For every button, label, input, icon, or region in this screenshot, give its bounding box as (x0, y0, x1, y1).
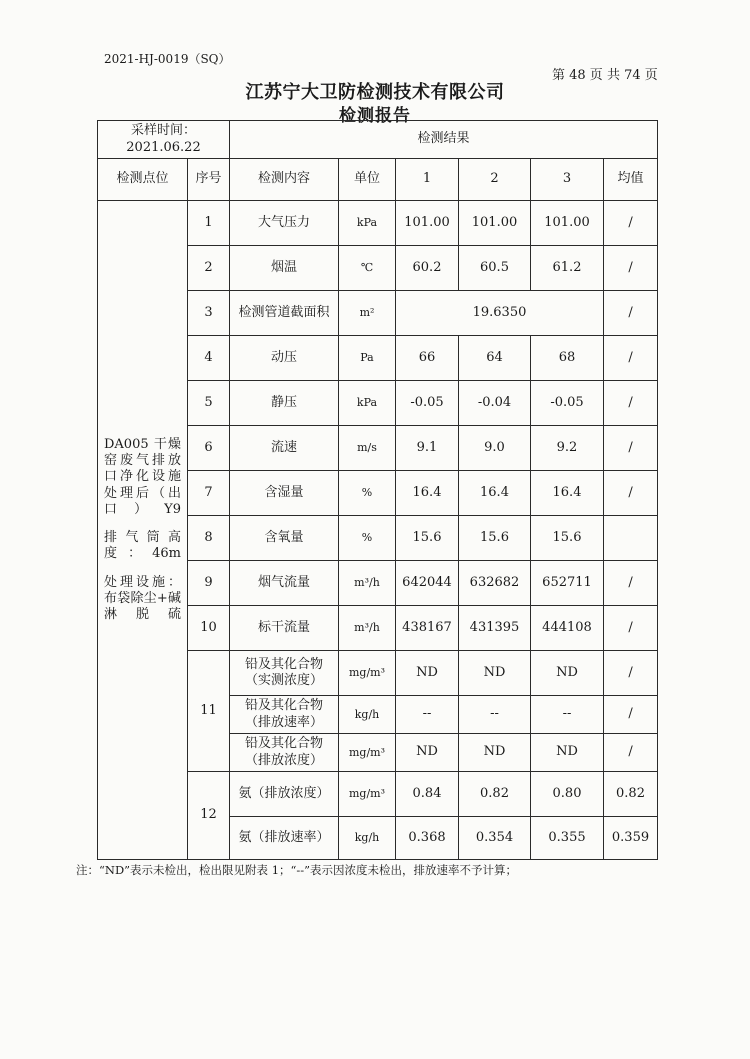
average: / (604, 336, 658, 381)
value-3: 61.2 (531, 246, 604, 291)
seq: 4 (188, 336, 230, 381)
value-3: 101.00 (531, 201, 604, 246)
value-1: 16.4 (396, 471, 459, 516)
value-3: 0.355 (531, 817, 604, 860)
sample-time-cell (98, 121, 230, 159)
col-2-header: 2 (459, 159, 531, 201)
average: / (604, 606, 658, 651)
unit: ℃ (339, 246, 396, 291)
seq: 5 (188, 381, 230, 426)
value-3: 68 (531, 336, 604, 381)
col-1-header: 1 (396, 159, 459, 201)
item: 含湿量 (230, 471, 339, 516)
unit: kg/h (339, 817, 396, 860)
value-1: 15.6 (396, 516, 459, 561)
unit: m/s (339, 426, 396, 471)
seq: 7 (188, 471, 230, 516)
average: 0.359 (604, 817, 658, 860)
unit: kPa (339, 381, 396, 426)
item-line-2: （排放速率） (244, 714, 323, 730)
report-title: 检测报告 (339, 106, 411, 126)
sample-time-label: 采样时间： (130, 123, 196, 139)
value-1: -- (396, 696, 459, 734)
average: / (604, 561, 658, 606)
value-2: ND (459, 651, 531, 696)
value-3: 9.2 (531, 426, 604, 471)
unit: kPa (339, 201, 396, 246)
value-1: 438167 (396, 606, 459, 651)
value-1: 101.00 (396, 201, 459, 246)
unit: m³/h (339, 606, 396, 651)
value-3: 652711 (531, 561, 604, 606)
item-line-2: （实测浓度） (244, 673, 323, 688)
value-2: 9.0 (459, 426, 531, 471)
unit: m³/h (339, 561, 396, 606)
average: / (604, 471, 658, 516)
value-3: -- (531, 696, 604, 734)
seq: 3 (188, 291, 230, 336)
footnote: 注：“ND”表示未检出，检出限见附表 1；“--”表示因浓度未检出，排放速率不予计算； (76, 863, 518, 877)
value-2: ND (459, 734, 531, 772)
item: 氨（排放浓度） (230, 772, 339, 817)
col-3-header: 3 (531, 159, 604, 201)
col-seq-header: 序号 (188, 159, 230, 201)
value-1: 0.368 (396, 817, 459, 860)
unit: m² (339, 291, 396, 336)
value-2: -- (459, 696, 531, 734)
document-code: 2021-HJ-0019（SQ） (104, 52, 231, 66)
item-line-1: 铅及其化合物 (244, 736, 323, 752)
seq: 6 (188, 426, 230, 471)
average (604, 516, 658, 561)
col-item-header: 检测内容 (230, 159, 339, 201)
col-unit-header: 单位 (339, 159, 396, 201)
point-cell (98, 201, 188, 860)
item: 氨（排放速率） (230, 817, 339, 860)
value-1: 642044 (396, 561, 459, 606)
item-line-1: 铅及其化合物 (244, 656, 323, 672)
average: / (604, 291, 658, 336)
item: 检测管道截面积 (230, 291, 339, 336)
col-point-header: 检测点位 (98, 159, 188, 201)
value-1: ND (396, 734, 459, 772)
value-1: -0.05 (396, 381, 459, 426)
item: 烟温 (230, 246, 339, 291)
merged-value: 19.6350 (396, 291, 604, 336)
average: 0.82 (604, 772, 658, 817)
item (230, 696, 339, 734)
page-number: 第 48 页 共 74 页 (552, 68, 658, 83)
unit: mg/m³ (339, 734, 396, 772)
item-line-2: （排放浓度） (244, 752, 323, 768)
treatment-facility: 处理设施：布袋除尘+碱淋脱硫 (104, 574, 181, 622)
item: 标干流量 (230, 606, 339, 651)
company-name: 江苏宁大卫防检测技术有限公司 (245, 82, 505, 103)
seq: 12 (188, 772, 230, 860)
value-2: -0.04 (459, 381, 531, 426)
value-3: ND (531, 651, 604, 696)
value-2: 0.82 (459, 772, 531, 817)
item (230, 651, 339, 696)
seq: 11 (188, 651, 230, 772)
average: / (604, 734, 658, 772)
average: / (604, 696, 658, 734)
value-2: 0.354 (459, 817, 531, 860)
average: / (604, 246, 658, 291)
unit: kg/h (339, 696, 396, 734)
value-3: 16.4 (531, 471, 604, 516)
value-2: 632682 (459, 561, 531, 606)
value-1: 9.1 (396, 426, 459, 471)
stack-height: 排气筒高度：46m (104, 530, 181, 562)
seq: 2 (188, 246, 230, 291)
header-row-2 (98, 159, 658, 201)
value-2: 101.00 (459, 201, 531, 246)
value-2: 431395 (459, 606, 531, 651)
average: / (604, 651, 658, 696)
value-3: 444108 (531, 606, 604, 651)
unit: Pa (339, 336, 396, 381)
point-description: DA005 干燥窑废气排放口净化设施处理后（出口）Y9 (104, 436, 181, 517)
unit: mg/m³ (339, 772, 396, 817)
col-avg-header: 均值 (604, 159, 658, 201)
average: / (604, 426, 658, 471)
value-2: 16.4 (459, 471, 531, 516)
value-2: 64 (459, 336, 531, 381)
seq: 1 (188, 201, 230, 246)
item (230, 734, 339, 772)
results-table (97, 120, 658, 860)
unit: % (339, 516, 396, 561)
value-3: ND (531, 734, 604, 772)
table-row (98, 201, 658, 246)
unit: % (339, 471, 396, 516)
item: 动压 (230, 336, 339, 381)
value-2: 15.6 (459, 516, 531, 561)
item: 大气压力 (230, 201, 339, 246)
value-3: 0.80 (531, 772, 604, 817)
value-3: 15.6 (531, 516, 604, 561)
item-line-1: 铅及其化合物 (244, 698, 323, 714)
seq: 8 (188, 516, 230, 561)
value-3: -0.05 (531, 381, 604, 426)
seq: 9 (188, 561, 230, 606)
value-1: 66 (396, 336, 459, 381)
value-2: 60.5 (459, 246, 531, 291)
results-header: 检测结果 (230, 121, 658, 159)
average: / (604, 381, 658, 426)
unit: mg/m³ (339, 651, 396, 696)
value-1: 60.2 (396, 246, 459, 291)
item: 含氧量 (230, 516, 339, 561)
seq: 10 (188, 606, 230, 651)
item: 静压 (230, 381, 339, 426)
sample-date: 2021.06.22 (126, 139, 201, 155)
average: / (604, 201, 658, 246)
value-1: 0.84 (396, 772, 459, 817)
item: 流速 (230, 426, 339, 471)
header-row-1 (98, 121, 658, 159)
item: 烟气流量 (230, 561, 339, 606)
value-1: ND (396, 651, 459, 696)
